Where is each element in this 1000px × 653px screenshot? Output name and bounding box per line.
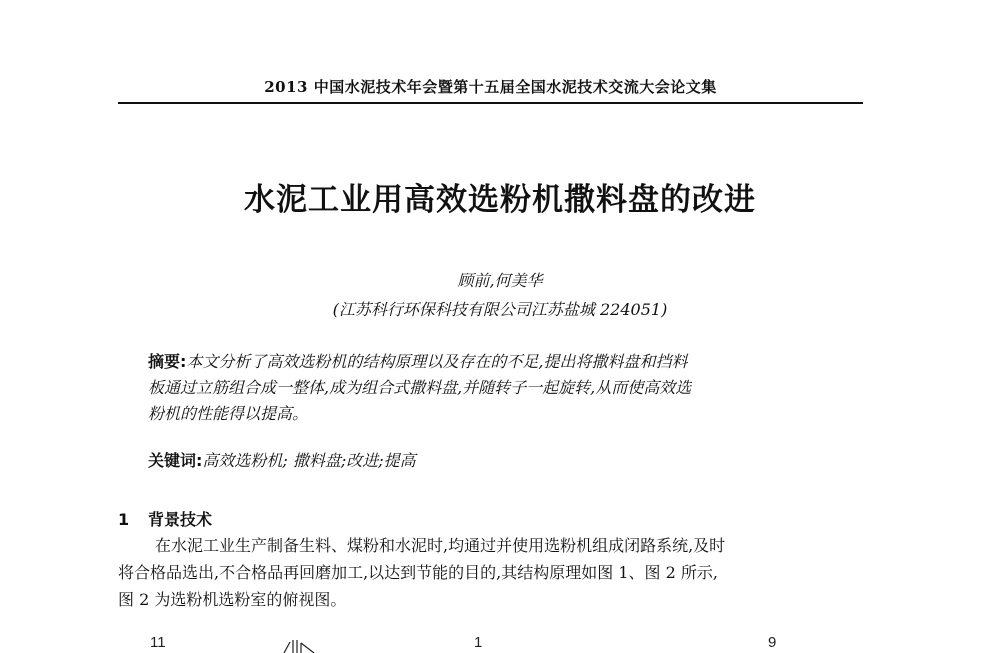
figure-drawing-fragment <box>280 632 320 653</box>
figure-top-edge <box>0 632 1000 653</box>
abstract-label: 摘要: <box>148 352 187 371</box>
paper-affiliation: (江苏科行环保科技有限公司江苏盐城 224051) <box>332 300 668 319</box>
running-header: 2013 中国水泥技术年会暨第十五届全国水泥技术交流大会论文集 <box>264 78 717 96</box>
body-line-2: 将合格品选出,不合格品再回磨加工,以达到节能的目的,其结构原理如图 1、图 2 所示, <box>118 563 718 582</box>
figure-label-1: 1 <box>474 634 483 651</box>
keywords <box>148 448 416 471</box>
keywords-text: 高效选粉机; 撒料盘;改进;提高 <box>202 451 416 470</box>
header-rule <box>118 102 863 104</box>
body-line-1: 在水泥工业生产制备生料、煤粉和水泥时,均通过并使用选粉机组成闭路系统,及时 <box>155 536 726 555</box>
section-body <box>118 532 878 613</box>
figure-label-9: 9 <box>768 634 777 651</box>
abstract-line-3: 粉机的性能得以提高。 <box>148 404 309 423</box>
keywords-label: 关键词: <box>148 451 203 470</box>
paper-title: 水泥工业用高效选粉机撒料盘的改进 <box>244 182 756 218</box>
body-line-3: 图 2 为选粉机选粉室的俯视图。 <box>118 590 347 609</box>
abstract-line-1 <box>148 349 848 375</box>
section-number: 1 <box>118 510 130 529</box>
figure-label-11: 11 <box>150 634 166 651</box>
abstract <box>148 349 848 427</box>
section-title: 背景技术 <box>148 510 213 529</box>
abstract-text-1: 本文分析了高效选粉机的结构原理以及存在的不足,提出将撒料盘和挡料 <box>186 352 688 371</box>
paper-authors: 顾前,何美华 <box>457 271 543 290</box>
section-heading <box>118 507 212 530</box>
abstract-line-2: 板通过立筋组合成一整体,成为组合式撒料盘,并随转子一起旋转,从而使高效选 <box>148 378 692 397</box>
